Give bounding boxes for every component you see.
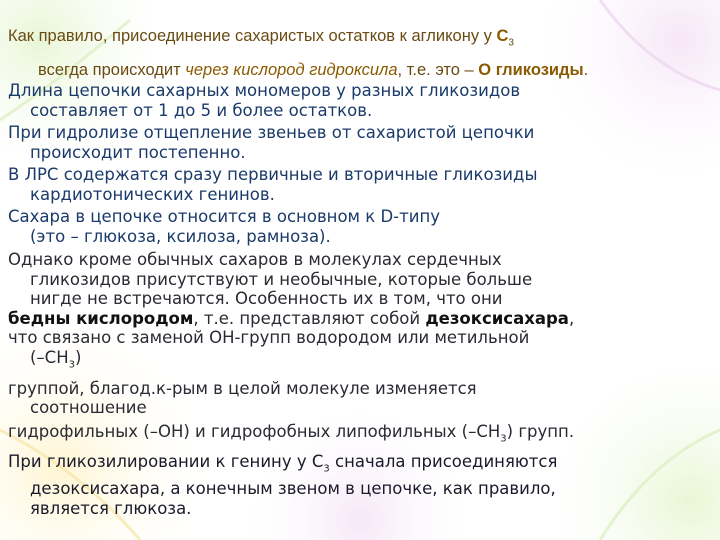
p6-line3: нигде не встречаются. Особенность их в том, что они bbox=[30, 289, 503, 309]
paragraph-deoxysugars bbox=[8, 250, 712, 448]
p1-text-b-mid: , т.е. это – bbox=[397, 61, 479, 80]
p6-line5: что связано с заменой ОН-групп водородом или метильной bbox=[8, 328, 530, 348]
p6-line9-sub: 3 bbox=[500, 432, 507, 444]
p6-line9-pre: гидрофильных (–ОН) и гидрофобных липофильных (–СН bbox=[8, 421, 501, 441]
p4-line1: В ЛРС содержатся сразу первичные и вторичные гликозиды bbox=[8, 165, 538, 185]
slide-text bbox=[8, 26, 712, 518]
p6-line6-end: ) bbox=[75, 347, 82, 367]
p7-line1-end: сначала присоединяются bbox=[329, 452, 558, 472]
paragraph-hydrolysis bbox=[8, 123, 712, 162]
p1-text-a: Как правило, присоединение сахаристых остатков к агликону у bbox=[8, 27, 497, 45]
p2-line2: составляет от 1 до 5 и более остатков. bbox=[30, 100, 373, 120]
p6-line9-end: ) групп. bbox=[506, 421, 575, 441]
p6-line7: группой, благод.к-рым в целой молекуле изменяется bbox=[8, 378, 477, 398]
p7-line2: дезоксисахара, а конечным звеном в цепочке, как правило, bbox=[30, 479, 556, 499]
p1-italic-phrase: через кислород гидроксила bbox=[185, 61, 398, 80]
p7-line1-sub: 3 bbox=[323, 463, 330, 475]
p6-line4 bbox=[8, 309, 712, 329]
p1-carbon-label: С bbox=[496, 27, 509, 45]
p6-line1: Однако кроме обычных сахаров в молекулах сердечных bbox=[8, 250, 502, 270]
p6-bold-poor-oxygen: бедны кислородом bbox=[8, 308, 194, 328]
p7-line3: является глюкоза. bbox=[30, 498, 192, 518]
p7-line1-pre: При гликозилировании к генину у С bbox=[8, 452, 324, 472]
p5-line2: (это – глюкоза, ксилоза, рамноза). bbox=[30, 226, 331, 246]
p6-line2: гликозидов присутствуют и необычные, которые больше bbox=[30, 269, 533, 289]
p1-text-b-end: . bbox=[583, 61, 589, 80]
p6-line6-pre: (–СН bbox=[30, 347, 69, 367]
p6-line4-mid: , т.е. представляют собой bbox=[193, 308, 426, 328]
p1-bold-term: О гликозиды bbox=[478, 61, 584, 80]
paragraph-lrs bbox=[8, 165, 712, 204]
paragraph-chain-length bbox=[8, 81, 712, 120]
p6-line6 bbox=[8, 348, 712, 375]
paragraph-glycosylation bbox=[8, 452, 712, 518]
paragraph-d-type bbox=[8, 207, 712, 246]
p3-line1: При гидролизе отщепление звеньев от сахаристой цепочки bbox=[8, 123, 535, 143]
p1-carbon-index: 3 bbox=[508, 37, 514, 49]
p6-line6-sub: 3 bbox=[68, 359, 75, 371]
p3-line2: происходит постепенно. bbox=[30, 142, 246, 162]
p1-line2 bbox=[8, 60, 712, 80]
p7-line1 bbox=[8, 452, 558, 475]
p2-line1: Длина цепочки сахарных мономеров у разных гликозидов bbox=[8, 81, 521, 101]
p4-line2: кардиотонических генинов. bbox=[30, 184, 275, 204]
p6-line4-end: , bbox=[568, 308, 575, 328]
paragraph-o-glycosides bbox=[8, 26, 712, 80]
p6-line9 bbox=[8, 422, 712, 449]
p1-text-b-pre: всегда происходит bbox=[38, 61, 186, 80]
p5-line1: Сахара в цепочке относится в основном к D-типу bbox=[8, 207, 440, 227]
p6-line8: соотношение bbox=[30, 398, 147, 418]
p6-bold-deoxysugars: дезоксисахара bbox=[425, 308, 569, 328]
